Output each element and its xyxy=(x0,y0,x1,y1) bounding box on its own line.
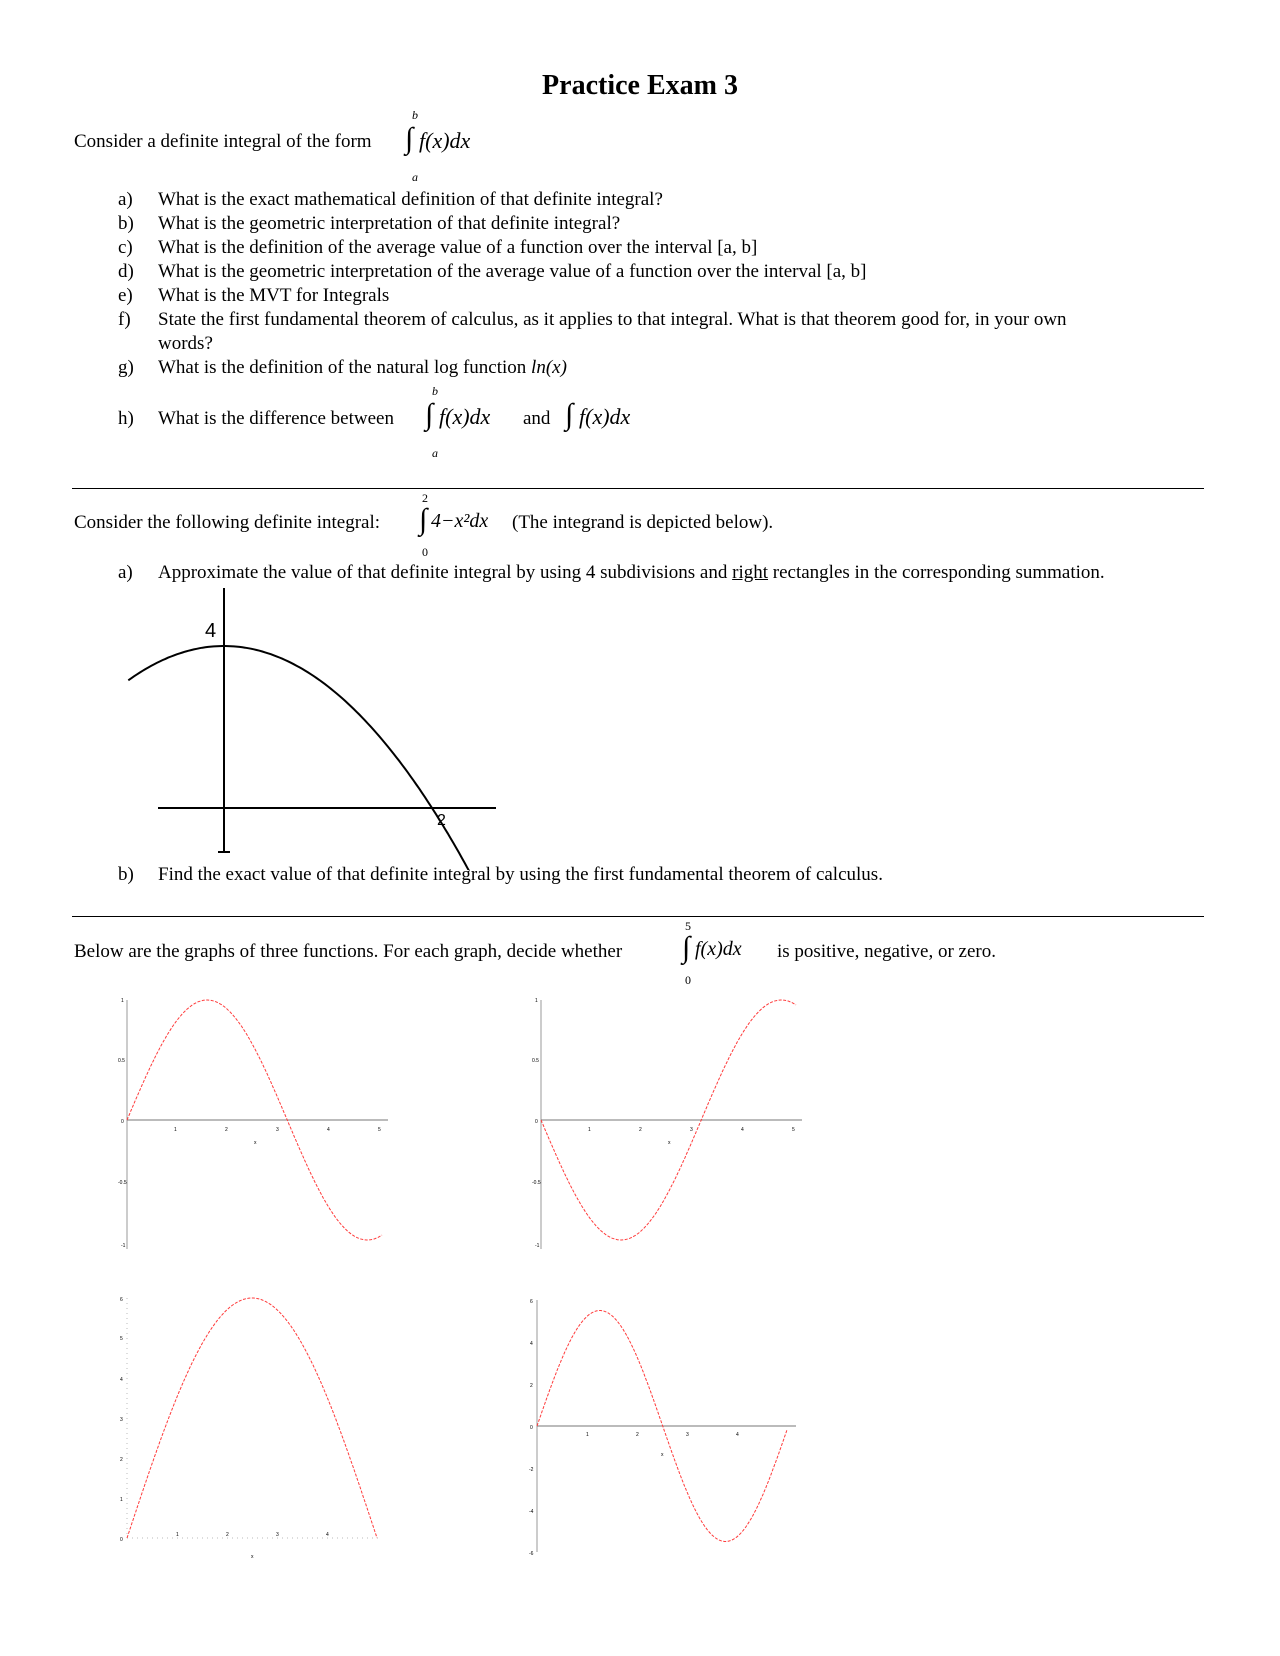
svg-text:5: 5 xyxy=(378,1127,381,1133)
graph-2 xyxy=(532,992,812,1257)
svg-text:2: 2 xyxy=(225,1127,228,1133)
svg-text:2: 2 xyxy=(636,1432,639,1438)
svg-text:4: 4 xyxy=(326,1532,329,1538)
svg-text:3: 3 xyxy=(276,1532,279,1538)
svg-text:1: 1 xyxy=(586,1432,589,1438)
axis-ticks xyxy=(120,1297,329,1560)
svg-text:4: 4 xyxy=(120,1377,123,1383)
divider xyxy=(72,916,1204,917)
integral-sign-icon: ∫ xyxy=(425,398,434,431)
svg-text:-0.5: -0.5 xyxy=(532,1180,541,1186)
integral-sign-icon: ∫ xyxy=(682,931,691,964)
svg-text:4: 4 xyxy=(530,1341,533,1347)
svg-text:4: 4 xyxy=(736,1432,739,1438)
svg-text:6: 6 xyxy=(120,1297,123,1303)
integral-sign-icon: ∫ xyxy=(405,122,414,155)
svg-text:1: 1 xyxy=(535,998,538,1004)
svg-text:0: 0 xyxy=(535,1119,538,1125)
svg-text:5: 5 xyxy=(120,1336,123,1342)
svg-text:3: 3 xyxy=(686,1432,689,1438)
svg-text:6: 6 xyxy=(530,1299,533,1305)
integral-sign-icon: ∫ xyxy=(419,503,428,536)
and-word: and xyxy=(523,408,551,429)
part-b-label: b) xyxy=(118,864,134,885)
svg-text:2: 2 xyxy=(639,1127,642,1133)
svg-text:1: 1 xyxy=(121,998,124,1004)
svg-text:0: 0 xyxy=(530,1425,533,1431)
list-item: c) What is the definition of the average value of a function over the interval [a, b] xyxy=(118,237,758,258)
svg-text:1: 1 xyxy=(120,1497,123,1503)
x-ticks xyxy=(118,998,381,1249)
graph-3 xyxy=(118,1290,398,1565)
svg-text:4: 4 xyxy=(741,1127,744,1133)
svg-text:x: x xyxy=(661,1452,664,1458)
list-item: e) What is the MVT for Integrals xyxy=(118,285,390,306)
curve-3 xyxy=(127,1298,377,1538)
svg-text:4: 4 xyxy=(327,1127,330,1133)
integrand: f(x)dx xyxy=(419,128,471,153)
list-item: b) What is the geometric interpretation of that definite integral? xyxy=(118,213,621,234)
list-item: f) State the first fundamental theorem of calculus, as it applies to that integral. What is that theorem good for, in your own xyxy=(118,309,1067,330)
svg-text:0.5: 0.5 xyxy=(118,1058,125,1064)
part-a-label: a) xyxy=(118,562,133,583)
svg-text:2: 2 xyxy=(530,1383,533,1389)
svg-text:5: 5 xyxy=(792,1127,795,1133)
graph-1 xyxy=(118,992,398,1257)
svg-text:x: x xyxy=(254,1140,257,1146)
section3-outro: is positive, negative, or zero. xyxy=(777,941,996,962)
divider xyxy=(72,488,1204,489)
svg-text:3: 3 xyxy=(276,1127,279,1133)
svg-text:-1: -1 xyxy=(535,1243,540,1249)
svg-text:x: x xyxy=(668,1140,671,1146)
parabola-curve xyxy=(128,646,470,870)
list-item: d) What is the geometric interpretation of the average value of a function over the interval [a, b] xyxy=(118,261,867,282)
integral-sign-icon: ∫ xyxy=(565,398,574,431)
svg-text:1: 1 xyxy=(174,1127,177,1133)
svg-text:-4: -4 xyxy=(529,1509,534,1515)
x-ticks xyxy=(532,998,795,1249)
svg-text:1: 1 xyxy=(588,1127,591,1133)
item-h-text: What is the difference between xyxy=(158,408,394,429)
graph-4 xyxy=(528,1290,808,1565)
list-item: words? xyxy=(158,333,213,354)
svg-text:2: 2 xyxy=(226,1532,229,1538)
svg-text:3: 3 xyxy=(120,1417,123,1423)
svg-text:3: 3 xyxy=(690,1127,693,1133)
part-a-text: Approximate the value of that definite integral by using 4 subdivisions and right rectangles in the corresponding summation. xyxy=(158,562,1105,583)
svg-text:0.5: 0.5 xyxy=(532,1058,539,1064)
question-list xyxy=(72,188,1212,380)
list-item: g) What is the definition of the natural log function ln(x) xyxy=(118,357,567,378)
integrand-note: (The integrand is depicted below). xyxy=(512,512,774,533)
axis-ticks xyxy=(529,1299,739,1557)
y-label-4: 4 xyxy=(205,620,217,642)
svg-text:0: 0 xyxy=(120,1537,123,1543)
section2-intro: Consider the following definite integral: xyxy=(74,512,381,533)
svg-text:2: 2 xyxy=(120,1457,123,1463)
page-title: Practice Exam 3 xyxy=(542,70,738,101)
section3-intro: Below are the graphs of three functions. For each graph, decide whether xyxy=(74,941,623,962)
upper-limit: b xyxy=(412,108,418,122)
lower-limit: a xyxy=(412,170,418,184)
list-item: a) What is the exact mathematical definition of that definite integral? xyxy=(118,189,663,210)
svg-text:x: x xyxy=(251,1554,254,1560)
x-label-2: 2 xyxy=(437,812,446,829)
svg-text:-6: -6 xyxy=(529,1551,534,1557)
parabola-graph xyxy=(110,580,510,870)
item-h-label: h) xyxy=(118,408,134,429)
section1-intro: Consider a definite integral of the form xyxy=(74,131,372,152)
svg-text:-1: -1 xyxy=(121,1243,126,1249)
svg-text:0: 0 xyxy=(121,1119,124,1125)
svg-text:-0.5: -0.5 xyxy=(118,1180,127,1186)
svg-text:1: 1 xyxy=(176,1532,179,1538)
part-b-text: Find the exact value of that definite integral by using the first fundamental theorem of calculus. xyxy=(158,864,883,885)
svg-text:-2: -2 xyxy=(529,1467,534,1473)
